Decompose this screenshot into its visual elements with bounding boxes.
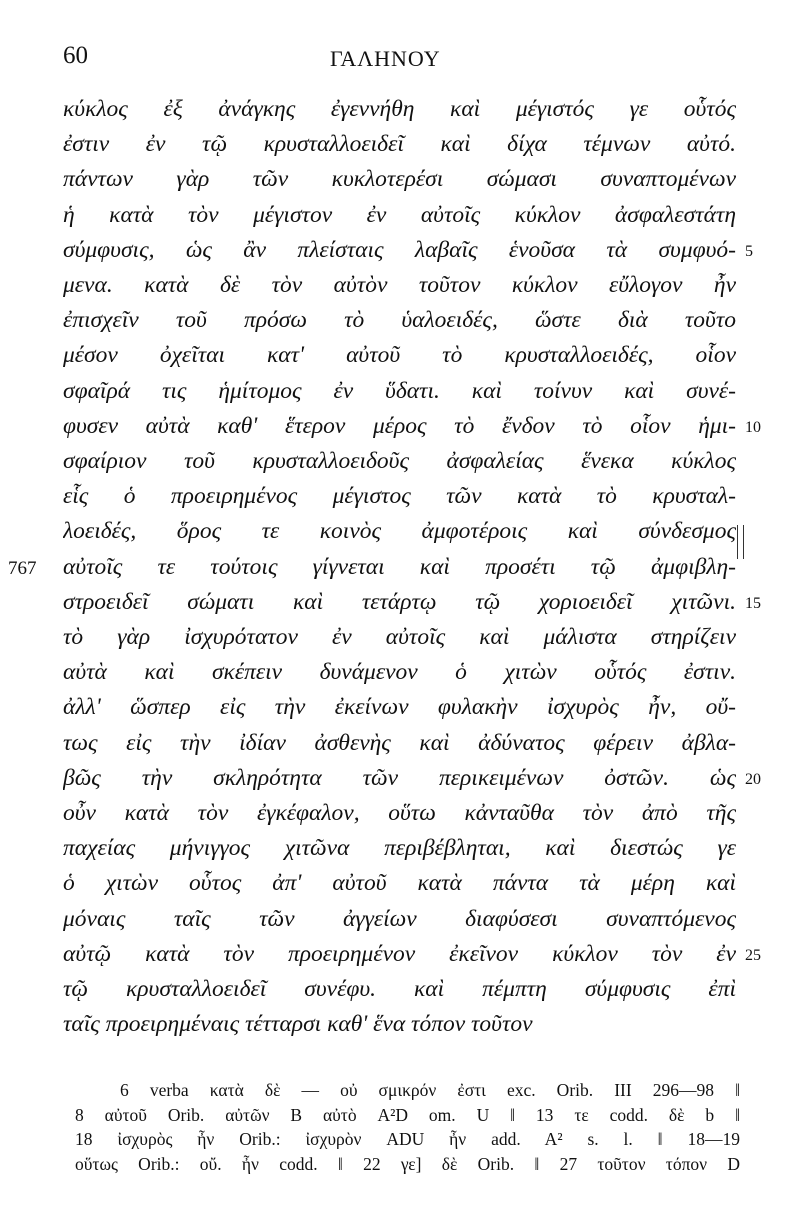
text-line: φυσεν αὐτὰ καθ' ἕτερον μέρος τὸ ἔνδον τὸ οἷον ἡμι- <box>63 412 736 439</box>
text-line: σύμφυσις, ὡς ἂν πλείσταις λαβαῖς ἑνοῦσα τὰ συμφυό- <box>63 236 736 263</box>
line-number: 10 <box>745 418 761 436</box>
footnote-line: 18 ἰσχυρὸς ἦν Orib.: ἰσχυρὸν ADU ἦν add. A² s. l. ‖ 18—19 <box>75 1129 740 1149</box>
text-line: στροειδεῖ σώματι καὶ τετάρτῳ τῷ χοριοειδεῖ χιτῶνι. <box>63 588 736 615</box>
text-line: παχείας μήνιγγος χιτῶνα περιβέβληται, καὶ διεστώς γε <box>63 835 736 862</box>
text-line: αὐτὰ καὶ σκέπειν δυνάμενον ὁ χιτὼν οὗτός ἐστιν. <box>63 659 736 686</box>
text-line: ἐπισχεῖν τοῦ πρόσω τὸ ὑαλοειδές, ὥστε διὰ τοῦτο <box>63 307 736 334</box>
text-line: μέσον ὀχεῖται κατ' αὐτοῦ τὸ κρυσταλλοειδές, οἷον <box>63 342 736 369</box>
text-line: ἀλλ' ὥσπερ εἰς τὴν ἐκείνων φυλακὴν ἰσχυρὸς ἦν, οὔ- <box>63 694 736 721</box>
edition-page-reference: 767 <box>8 557 37 579</box>
text-line: βῶς τὴν σκληρότητα τῶν περικειμένων ὀστῶν. ὡς <box>63 764 736 791</box>
text-line: κύκλος ἐξ ἀνάγκης ἐγεννήθη καὶ μέγιστός γε οὗτός <box>63 96 736 122</box>
line-number: 15 <box>745 594 761 612</box>
text-line: αὐτῷ κατὰ τὸν προειρημένον ἐκεῖνον κύκλον τὸν ἐν <box>63 940 736 967</box>
text-line: σφαίριον τοῦ κρυσταλλοειδοῦς ἀσφαλείας ἕνεκα κύκλος <box>63 448 736 474</box>
text-line: μόναις ταῖς τῶν ἀγγείων διαφύσεσι συναπτόμενος <box>63 905 736 932</box>
footnote-line: οὕτως Orib.: οὔ. ἦν codd. ‖ 22 γε] δὲ Orib. ‖ 27 τοῦτον τόπον D <box>75 1153 740 1174</box>
text-line: σφαῖρά τις ἡμίτομος ἐν ὕδατι. καὶ τοίνυν καὶ συνέ- <box>63 377 736 404</box>
text-line: τὸ γὰρ ἰσχυρότατον ἐν αὐτοῖς καὶ μάλιστα στηρίζειν <box>63 624 736 650</box>
page-number: 60 <box>63 42 88 69</box>
text-line: πάντων γὰρ τῶν κυκλοτερέσι σώμασι συναπτομένων <box>63 166 736 193</box>
line-number: 5 <box>745 242 753 260</box>
text-line: μενα. κατὰ δὲ τὸν αὐτὸν τοῦτον κύκλον εὔλογον ἦν <box>63 272 736 298</box>
line-number: 25 <box>745 946 761 964</box>
text-line: ὁ χιτὼν οὗτος ἀπ' αὐτοῦ κατὰ πάντα τὰ μέρη καὶ <box>63 870 736 897</box>
text-line: εἷς ὁ προειρημένος μέγιστος τῶν κατὰ τὸ κρυσταλ- <box>63 483 736 510</box>
text-line: λοειδές, ὅρος τε κοινὸς ἀμφοτέροις καὶ σύνδεσμος <box>63 518 736 545</box>
footnote-line: 8 αὐτοῦ Orib. αὐτῶν B αὐτὸ A²D om. U ‖ 13 τε codd. δὲ b ‖ <box>75 1104 740 1125</box>
footnote-line: 6 verba κατὰ δὲ — οὐ σμικρόν ἐστι exc. Orib. III 296—98 ‖ <box>120 1080 740 1100</box>
running-title: ΓΑΛΗΝΟΥ <box>330 46 441 71</box>
text-line: αὐτοῖς τε τούτοις γίγνεται καὶ προσέτι τῷ ἀμφιβλη- <box>63 553 736 580</box>
text-line: τως εἰς τὴν ἰδίαν ἀσθενὴς καὶ ἀδύνατος φέρειν ἀβλα- <box>63 729 736 756</box>
page-break-marker <box>737 525 744 559</box>
text-line: ἡ κατὰ τὸν μέγιστον ἐν αὐτοῖς κύκλον ἀσφαλεστάτη <box>63 201 736 228</box>
text-line: ταῖς προειρημέναις τέτταρσι καθ' ἕνα τόπον τοῦτον <box>63 1011 533 1038</box>
line-number: 20 <box>745 770 761 788</box>
text-line: τῷ κρυσταλλοειδεῖ συνέφυ. καὶ πέμπτη σύμφυσις ἐπὶ <box>63 976 736 1002</box>
text-line: ἐστιν ἐν τῷ κρυσταλλοειδεῖ καὶ δίχα τέμνων αὐτό. <box>63 131 736 158</box>
text-line: οὖν κατὰ τὸν ἐγκέφαλον, οὕτω κἀνταῦθα τὸν ἀπὸ τῆς <box>63 800 736 826</box>
